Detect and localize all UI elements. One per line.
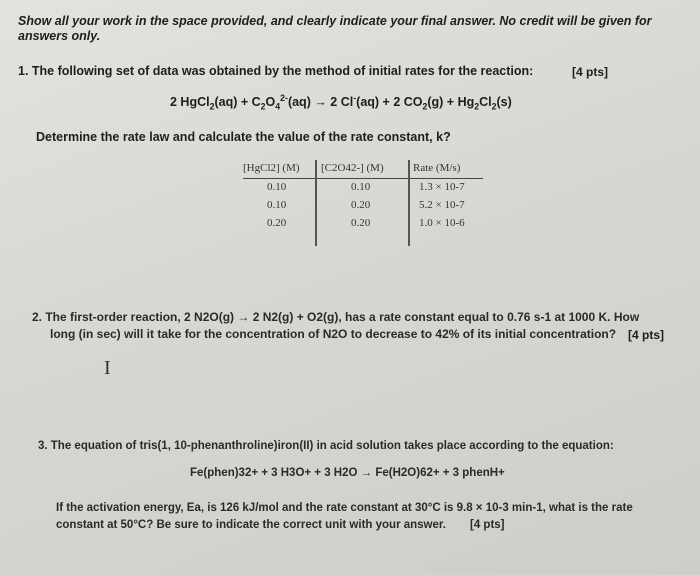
q3-points: [4 pts] — [470, 519, 505, 531]
table-cell: 0.10 — [267, 181, 287, 193]
table-cell: 0.20 — [351, 199, 371, 211]
table-cell: 0.20 — [351, 217, 371, 229]
q1-points: [4 pts] — [572, 65, 608, 79]
table-cell: 5.2 × 10-7 — [419, 199, 465, 211]
table-cell: 0.10 — [267, 199, 287, 211]
q2-line1: 2. The first-order reaction, 2 N2O(g) → 2 N2(g) + O2(g), has a rate constant equal to 0.76 s-1 at 1000 K. How — [32, 310, 640, 324]
q1-prompt: 1. The following set of data was obtained by the method of initial rates for the reaction: — [18, 64, 534, 78]
table-divider — [408, 160, 410, 246]
header-rate: Rate (M/s) — [413, 162, 461, 174]
q1-question: Determine the rate law and calculate the value of the rate constant, k? — [36, 130, 451, 144]
q1-reaction: 2 HgCl$_2$(aq) + $C_2O_4^{2-}(aq) \to 2$ Cl-(aq) + 2 $CO_2(g) + Hg_2Cl_2(s)$ — [170, 93, 512, 112]
table-divider — [315, 160, 317, 246]
rate-data-table — [243, 160, 483, 233]
table-row — [243, 179, 483, 197]
header-hgcl2: [HgCl2] (M) — [243, 162, 300, 174]
q3-line3: constant at 50°C? Be sure to indicate the correct unit with your answer. — [56, 519, 446, 531]
table-cell: 0.10 — [351, 181, 371, 193]
table-cell: 1.3 × 10-7 — [419, 181, 465, 193]
q3-line1: 3. The equation of tris(1, 10-phenanthroline)iron(II) in acid solution takes place according to the equation: — [38, 440, 614, 452]
table-header-row — [243, 160, 483, 179]
q3-equation: Fe(phen)32+ + 3 H3O+ + 3 H2O → Fe(H2O)62+ + 3 phenH+ — [190, 467, 505, 479]
table-cell: 1.0 × 10-6 — [419, 217, 465, 229]
text-cursor-icon: I — [104, 357, 111, 379]
table-cell: 0.20 — [267, 217, 287, 229]
q2-line2: long (in sec) will it take for the concentration of N2O to decrease to 42% of its initial concentration? — [50, 327, 617, 341]
instructions-text: Show all your work in the space provided, and clearly indicate your final answer. No credit will be given for answers only. — [18, 14, 652, 43]
q3-line2: If the activation energy, Ea, is 126 kJ/mol and the rate constant at 30°C is 9.8 × 10-3 min-1, what is the rate — [56, 502, 633, 514]
header-c2o4: [C2O42-] (M) — [321, 162, 384, 174]
table-row — [243, 215, 483, 233]
table-row — [243, 197, 483, 215]
q2-points: [4 pts] — [628, 328, 664, 342]
